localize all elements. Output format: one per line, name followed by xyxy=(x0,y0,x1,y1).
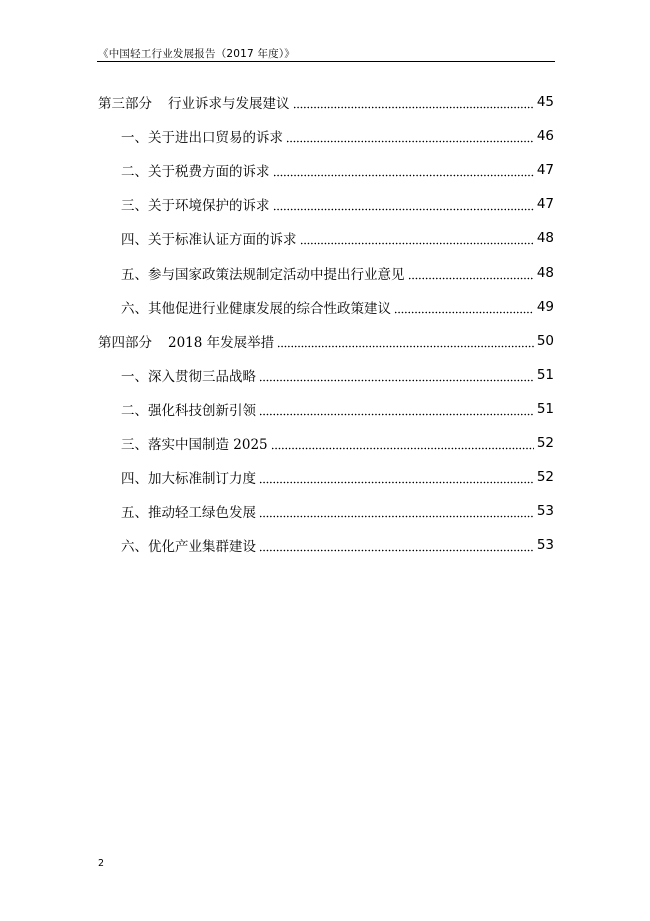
toc-entry-title: 二、关于税费方面的诉求 xyxy=(121,164,270,181)
toc-entry-part-3[interactable] xyxy=(98,85,554,119)
dot-leader xyxy=(259,508,534,518)
dot-leader xyxy=(273,201,534,211)
toc-entry-title: 五、参与国家政策法规制定活动中提出行业意见 xyxy=(121,266,405,283)
dot-leader xyxy=(259,474,534,484)
toc-page-number: 47 xyxy=(536,196,554,213)
dot-leader xyxy=(293,99,534,109)
toc-entry-title: 六、优化产业集群建设 xyxy=(121,539,256,556)
toc-part-title: 行业诉求与发展建议 xyxy=(168,96,290,113)
dot-leader xyxy=(286,133,534,143)
toc-part-title: 2018 年发展举措 xyxy=(168,334,275,351)
toc-entry[interactable] xyxy=(98,528,554,562)
dot-leader xyxy=(271,440,534,450)
dot-leader xyxy=(259,406,534,416)
dot-leader xyxy=(273,167,534,177)
dot-leader xyxy=(259,372,534,382)
toc-entry-part-4[interactable] xyxy=(98,324,554,358)
toc-page-number: 53 xyxy=(536,503,554,520)
toc-entry[interactable] xyxy=(98,221,554,255)
toc-page-number: 51 xyxy=(536,400,554,417)
toc-page-number: 52 xyxy=(536,469,554,486)
toc-entry-title: 四、关于标准认证方面的诉求 xyxy=(121,232,297,249)
toc-entry[interactable] xyxy=(98,392,554,426)
dot-leader xyxy=(259,542,534,552)
toc-page-number: 53 xyxy=(536,537,554,554)
toc-entry[interactable] xyxy=(98,460,554,494)
toc-page-number: 45 xyxy=(536,94,554,111)
toc-page-number: 46 xyxy=(536,128,554,145)
toc-page-number: 48 xyxy=(536,230,554,247)
toc-entry-title xyxy=(98,331,274,351)
toc-entry[interactable] xyxy=(98,494,554,528)
toc-page-number: 50 xyxy=(536,332,554,349)
toc-entry-title: 四、加大标准制订力度 xyxy=(121,471,256,488)
dot-leader xyxy=(277,338,534,348)
page-number: 2 xyxy=(98,858,105,869)
dot-leader xyxy=(408,270,534,280)
toc-part-label: 第三部分 xyxy=(98,96,152,113)
toc-entry[interactable] xyxy=(98,358,554,392)
toc-page-number: 51 xyxy=(536,366,554,383)
toc-entry[interactable] xyxy=(98,255,554,289)
header-rule xyxy=(97,61,555,62)
table-of-contents xyxy=(98,85,554,562)
toc-entry-title: 三、关于环境保护的诉求 xyxy=(121,198,270,215)
toc-entry-title: 二、强化科技创新引领 xyxy=(121,402,256,419)
dot-leader xyxy=(300,235,534,245)
toc-page-number: 49 xyxy=(536,298,554,315)
toc-page-number: 48 xyxy=(536,264,554,281)
toc-entry[interactable] xyxy=(98,426,554,460)
toc-part-label: 第四部分 xyxy=(98,334,152,351)
toc-entry-title: 五、推动轻工绿色发展 xyxy=(121,505,256,522)
toc-entry-title: 三、落实中国制造 2025 xyxy=(121,436,268,453)
toc-entry[interactable] xyxy=(98,290,554,324)
toc-entry[interactable] xyxy=(98,153,554,187)
toc-page-number: 47 xyxy=(536,162,554,179)
toc-entry-title: 六、其他促进行业健康发展的综合性政策建议 xyxy=(121,300,391,317)
running-header: 《中国轻工行业发展报告（2017 年度）》 xyxy=(98,48,296,60)
toc-page-number: 52 xyxy=(536,434,554,451)
toc-entry[interactable] xyxy=(98,187,554,221)
toc-entry-title: 一、深入贯彻三品战略 xyxy=(121,368,256,385)
toc-entry-title: 一、关于进出口贸易的诉求 xyxy=(121,130,283,147)
dot-leader xyxy=(394,304,534,314)
toc-entry-title xyxy=(98,92,290,112)
toc-entry[interactable] xyxy=(98,119,554,153)
